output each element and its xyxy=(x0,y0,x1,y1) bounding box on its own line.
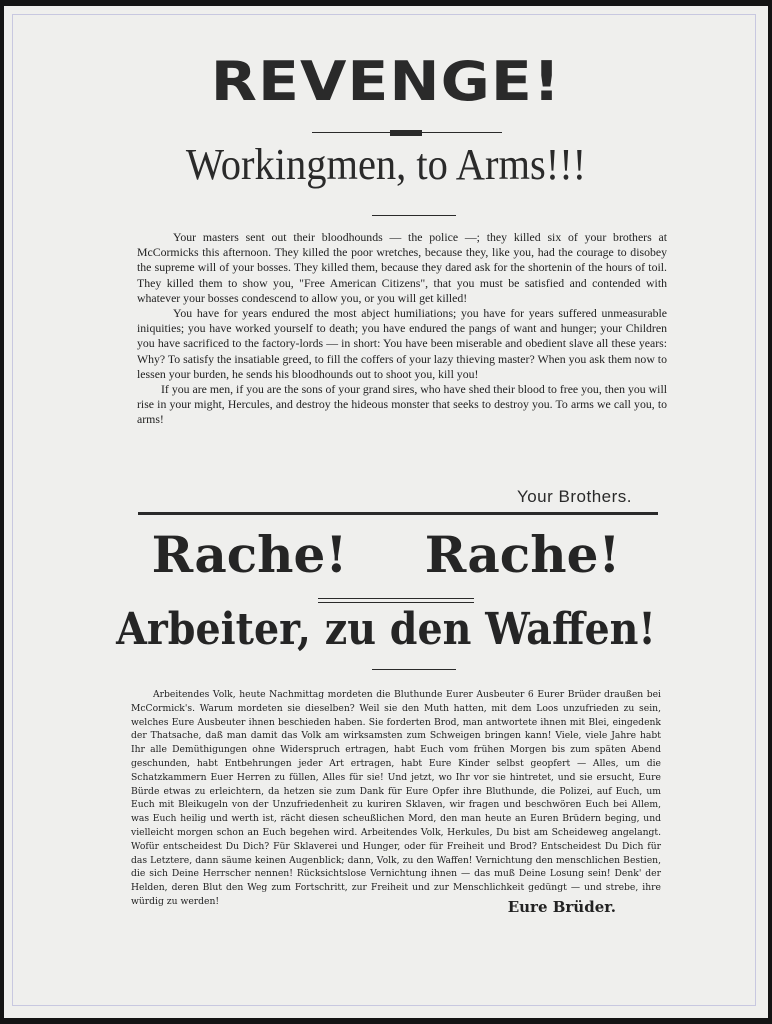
english-paragraph: If you are men, if you are the sons of your grand sires, who have shed their blood to free you, then you will rise in your might, Hercules, and destroy the hideous monster that seeks to destroy you. To arms we call you, to arms! xyxy=(137,382,667,427)
divider-top-bar xyxy=(390,130,422,136)
divider-subtitle xyxy=(372,215,456,216)
english-subtitle: Workingmen, to Arms!!! xyxy=(185,140,587,189)
english-signature: Your Brothers. xyxy=(516,487,632,506)
german-paragraph: Arbeitendes Volk, heute Nachmittag mordeten die Bluthunde Eurer Ausbeuter 6 Eurer Brüder draußen bei McCormick's. Warum mordeten sie dieselben? Weil sie den Muth hatten, mit dem Loos unzufrieden zu sein, welches Eure Ausbeuter ihnen beschieden haben. Sie forderten Brod, man antwortete ihnen mit Blei, eingedenk der Thatsache, daß man damit das Volk am wirksamsten zum Schweigen bringen kann! Viele, viele Jahre habt Ihr alle Demüthigungen ohne Widerspruch ertragen, habt Euch vom frühen Morgen bis zum späten Abend geschunden, habt Entbehrungen jeder Art ertragen, habt Eure Kinder selbst geopfert — Alles, um die Schatzkammern Euer Herren zu füllen, Alles für sie! Und jetzt, wo Ihr vor sie hintretet, und sie ersucht, Eure Bürde etwas zu erleichtern, da hetzen sie zum Dank für Eure Opfer ihre Bluthunde, die Polizei, auf Euch, um Euch mit Bleikugeln von der Unzufriedenheit zu kuriren Sklaven, wir fragen und beschwören Euch bei Allem, was Euch heilig und werth ist, rächt diesen scheußlichen Mord, den man heute an Euren Brüdern beging, und vielleicht morgen schon an Euch begehen wird. Arbeitendes Volk, Herkules, Du bist am Scheideweg angelangt. Wofür entscheidest Du Dich? Für Sklaverei und Hunger, oder für Freiheit und Brod? Entscheidest Du Dich für das Letztere, dann säume keinen Augenblick; dann, Volk, zu den Waffen! Vernichtung den menschlichen Bestien, die sich Deine Herrscher nennen! Rücksichtslose Vernichtung ihnen — das muß Deine Losung sein! Denk' der Helden, deren Blut den Weg zum Fortschritt, zur Freiheit und zur Menschlichkeit gedüngt — und strebe, ihre würdig zu werden! xyxy=(131,689,661,907)
german-body xyxy=(131,688,661,909)
divider-german-3 xyxy=(372,669,456,670)
german-title: Rache! Rache! xyxy=(151,525,621,584)
german-subtitle: Arbeiter, zu den Waffen! xyxy=(116,604,656,655)
section-divider xyxy=(138,512,658,515)
english-paragraph: You have for years endured the most abject humiliations; you have for years suffered unmeasurable iniquities; you have worked yourself to death; you have endured the pangs of want and hunger; your Children you have sacrificed to the factory-lords — in short: You have been miserable and obedient slave all these years: Why? To satisfy the insatiable greed, to fill the coffers of your lazy thieving master? When you ask them now to lessen your burden, he sends his bloodhounds out to shoot you, kill you! xyxy=(137,306,667,381)
divider-german-2 xyxy=(318,602,474,603)
german-signature: Eure Brüder. xyxy=(507,898,616,916)
divider-german-1 xyxy=(318,598,474,599)
english-paragraph: Your masters sent out their bloodhounds — the police —; they killed six of your brothers at McCormicks this afternoon. They killed the poor wretches, because they, like you, had the courage to disobey the supreme will of your bosses. They killed them, because they dared ask for the shortenin of the hours of toil. They killed them to show you, "Free American Citizens", that you must be satisfied and contended with whatever your bosses condescend to allow you, or you will get killed! xyxy=(137,230,667,305)
english-title: REVENGE! xyxy=(210,50,562,114)
english-body xyxy=(137,230,667,428)
